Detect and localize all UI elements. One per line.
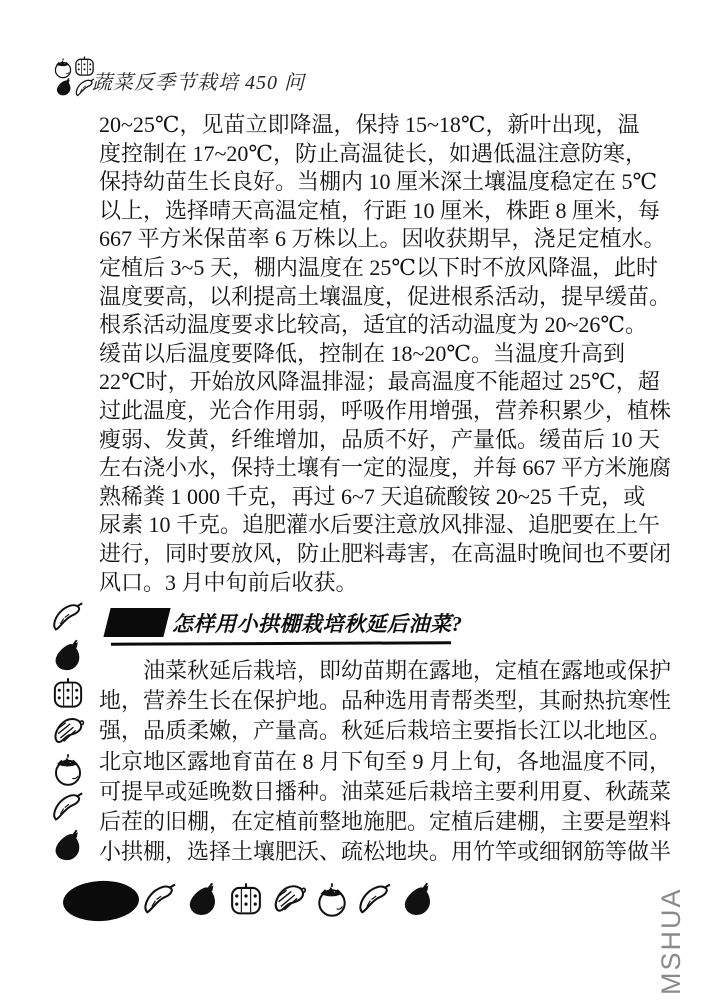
text-line: 根系活动温度要求比较高，适宜的活动温度为 20~26℃。 — [99, 312, 648, 338]
tomato-icon — [50, 752, 86, 787]
text-line: 风口。3 月中旬前后收获。 — [99, 569, 358, 595]
cucumber-icon — [355, 881, 395, 918]
text-line: 缓苗以后温度要降低，控制在 18~20℃。当温度升高到 — [99, 340, 626, 366]
text-line: 以上，选择晴天高温定植，行距 10 厘米，株距 8 厘米，每 — [99, 197, 661, 223]
text-line: 保持幼苗生长良好。当棚内 10 厘米深土壤温度稳定在 5℃ — [99, 169, 658, 195]
text-line: 熟稀粪 1 000 千克，再过 6~7 天追硫酸铵 20~25 千克，或 — [99, 483, 646, 509]
book-title: 蔬菜反季节栽培 450 问 — [92, 72, 305, 94]
text-line: 定植后 3~5 天，棚内温度在 25℃以下时不放风降温，此时 — [99, 254, 659, 280]
eggplant-icon — [50, 828, 86, 863]
text-line: 强，品质柔嫩，产量高。秋延后栽培主要指长江以北地区。 — [99, 718, 672, 744]
cucumber-icon — [50, 790, 86, 825]
text-line: 瘦弱、发黄，纤维增加，品质不好，产量低。缓苗后 10 天 — [99, 426, 661, 452]
text-line: 左右浇小水，保持土壤有一定的湿度，并每 667 平方米施腐 — [99, 455, 672, 481]
gourd-icon — [269, 881, 309, 918]
bottom-vegetable-strip — [140, 881, 438, 918]
text-line: 温度要高，以利提高土壤温度，促进根系活动，提早缓苗。 — [99, 283, 672, 309]
text-line: 度控制在 17~20℃，防止高温徒长，如遇低温注意防寒， — [99, 140, 648, 166]
margin-vegetable-strip — [44, 600, 92, 863]
paragraph-1 — [99, 111, 672, 597]
text-line: 油菜秋延后栽培，即幼苗期在露地，定植在露地或保护 — [143, 658, 672, 683]
eggplant-icon — [50, 638, 86, 673]
tomato-icon — [312, 881, 352, 918]
heading-underline — [111, 641, 451, 645]
watermark-text: MSHUA — [656, 887, 686, 995]
section-heading: 怎样用小拱棚栽培秋延后油菜? — [172, 612, 463, 636]
cucumber-icon — [50, 600, 86, 635]
question-number-box — [103, 608, 170, 637]
text-line: 20~25℃，见苗立即降温，保持 15~18℃，新叶出现，温 — [99, 112, 640, 137]
eggplant-icon — [398, 881, 438, 918]
text-line: 小拱棚，选择土壤肥沃、疏松地块。用竹竿或细钢筋等做半 — [99, 839, 672, 865]
text-line: 可提早或延晚数日播种。油菜延后栽培主要利用夏、秋蔬菜 — [99, 778, 672, 804]
paragraph-2 — [99, 656, 672, 867]
text-line: 北京地区露地育苗在 8 月下旬至 9 月上旬，各地温度不同， — [99, 748, 672, 774]
cucumber-icon — [140, 881, 180, 918]
black-ellipse-decoration — [62, 879, 140, 923]
text-line: 后茬的旧棚，在定植前整地施肥。定植后建棚，主要是塑料 — [99, 809, 672, 835]
pepper-icon — [50, 676, 86, 711]
text-line: 尿素 10 千克。追肥灌水后要注意放风排湿、追肥要在上午 — [99, 512, 661, 538]
pepper-icon — [226, 881, 266, 918]
text-line: 地，营养生长在保护地。品种选用青帮类型，其耐热抗寒性 — [99, 688, 672, 714]
text-line: 过此温度，光合作用弱，呼吸作用增强，营养积累少，植株 — [99, 397, 672, 423]
text-line: 22℃时，开始放风降温排湿；最高温度不能超过 25℃，超 — [99, 369, 660, 395]
text-line: 进行，同时要放风，防止肥料毒害，在高温时晚间也不要闭 — [99, 540, 672, 566]
text-line: 667 平方米保苗率 6 万株以上。因收获期早，浇足定植水。 — [99, 226, 666, 252]
gourd-icon — [50, 714, 86, 749]
eggplant-icon — [183, 881, 223, 918]
